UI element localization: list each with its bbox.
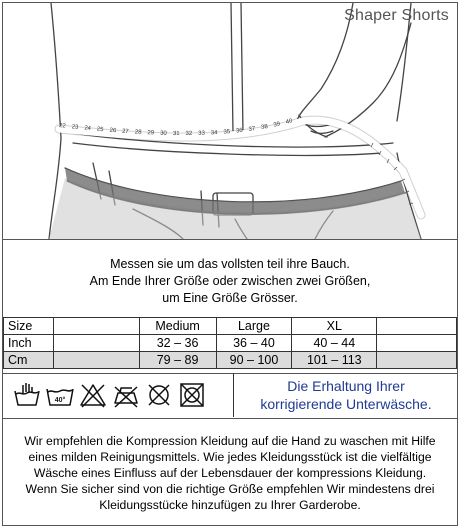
- empty-cell: [53, 318, 139, 335]
- tape-number: 29: [147, 130, 155, 137]
- care-symbols: [13, 379, 206, 411]
- inch-large: 36 – 40: [216, 335, 292, 352]
- care-line: Wäsche eines Einfluss auf der Lebensdauer der kompressions Kleidung.: [33, 466, 427, 480]
- care-line: Kleidungsstücke hinzufügen zu Ihrer Garderobe.: [99, 498, 361, 512]
- care-heading: [235, 377, 457, 413]
- inch-xl: 40 – 44: [292, 335, 377, 352]
- wash-temperature: 40°: [54, 397, 66, 404]
- care-instructions: [3, 433, 457, 513]
- section-divider: [2, 239, 458, 240]
- size-table: [3, 317, 457, 369]
- instruction-line: Messen sie um das vollsten teil ihre Bauch.: [110, 257, 350, 271]
- instruction-line: um Eine Größe Grösser.: [162, 291, 298, 305]
- tape-number: 31: [172, 130, 180, 138]
- no-tumble-dry-icon: [178, 381, 206, 409]
- inch-label: Inch: [4, 335, 54, 352]
- no-dry-clean-icon: [145, 381, 173, 409]
- tape-number: 28: [134, 129, 142, 136]
- tape-number: 36: [235, 127, 244, 135]
- tape-number: 22: [58, 123, 66, 130]
- tape-number: 32: [185, 130, 193, 138]
- care-line: eines milden Reinigungsmittels. Wie jedes Kleidungsstück ist die vielfältige: [28, 450, 432, 464]
- section-divider: [2, 418, 458, 419]
- care-section: [3, 373, 457, 417]
- size-large: Large: [216, 318, 292, 335]
- tape-number: 25: [96, 126, 104, 134]
- instruction-line: Am Ende Ihrer Größe oder zwischen zwei Größen,: [89, 274, 371, 288]
- empty-cell: [377, 318, 457, 335]
- no-iron-icon: [112, 381, 140, 409]
- size-header-row: [4, 318, 457, 335]
- wash-40-icon: [46, 381, 74, 409]
- cm-xl: 101 – 113: [292, 352, 377, 369]
- tape-number: 40: [285, 118, 294, 126]
- tape-number: 33: [198, 130, 205, 137]
- empty-cell: [53, 335, 139, 352]
- cm-medium: 79 – 89: [139, 352, 216, 369]
- empty-cell: [53, 352, 139, 369]
- tape-number: 37: [248, 126, 256, 133]
- cm-large: 90 – 100: [216, 352, 292, 369]
- care-line: Wenn Sie sicher sind von die richtige Größe empfehlen Wir mindestens drei: [25, 482, 435, 496]
- empty-cell: [377, 352, 457, 369]
- care-line: Wir empfehlen die Kompression Kleidung auf die Hand zu waschen mit Hilfe: [24, 434, 436, 448]
- inch-row: [4, 335, 457, 352]
- tape-number: 24: [84, 125, 92, 133]
- tape-number: 23: [71, 124, 79, 131]
- tape-number: 34: [210, 130, 218, 137]
- tape-number: 30: [160, 130, 167, 137]
- cm-row: [4, 352, 457, 369]
- tape-number: 26: [109, 127, 117, 135]
- size-medium: Medium: [139, 318, 216, 335]
- measuring-instructions: [3, 256, 457, 307]
- tape-number: 35: [223, 129, 231, 136]
- care-heading-line: korrigierende Unterwäsche.: [260, 396, 432, 412]
- tape-number: 38: [260, 123, 269, 132]
- measuring-illustration: [3, 3, 457, 239]
- hand-wash-icon: [13, 381, 41, 409]
- no-bleach-icon: [79, 381, 107, 409]
- tape-number: 27: [121, 128, 129, 136]
- brand-title: Shaper Shorts: [344, 7, 449, 24]
- inch-medium: 32 – 36: [139, 335, 216, 352]
- empty-cell: [377, 335, 457, 352]
- size-label: Size: [4, 318, 54, 335]
- tape-number: 39: [273, 121, 281, 129]
- size-xl: XL: [292, 318, 377, 335]
- cm-label: Cm: [4, 352, 54, 369]
- care-heading-line: Die Erhaltung Ihrer: [287, 378, 405, 394]
- care-separator: [233, 373, 234, 417]
